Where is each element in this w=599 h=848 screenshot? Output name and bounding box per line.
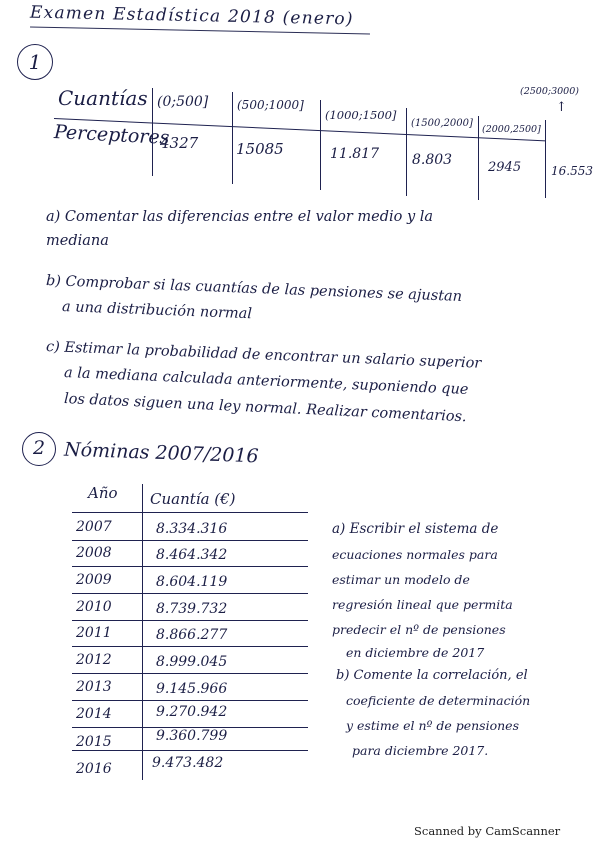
extra-value-cell: 16.553: [551, 164, 593, 178]
row-rule: [72, 750, 308, 751]
table-divider: [320, 100, 321, 190]
column-header: (2000,2500]: [482, 124, 541, 135]
question-1a-cont: mediana: [46, 233, 109, 249]
row-rule: [72, 566, 308, 567]
amount-cell: 8.334.316: [156, 521, 228, 537]
row-rule: [72, 540, 308, 541]
table-divider: [142, 484, 143, 780]
column-header: (1000;1500]: [325, 108, 397, 122]
year-cell: 2016: [76, 761, 112, 777]
year-cell: 2012: [76, 652, 112, 668]
amount-cell: 9.473.482: [152, 755, 224, 771]
section-2-number: 2: [32, 437, 46, 459]
row-rule: [72, 646, 308, 647]
table-divider: [232, 92, 233, 184]
year-cell: 2015: [76, 734, 112, 750]
year-cell: 2011: [76, 625, 112, 641]
question-2a-cont: ecuaciones normales para: [332, 547, 498, 562]
exam-title: Examen Estadística 2018 (enero): [29, 2, 354, 30]
question-2a-cont: en diciembre de 2017: [346, 645, 485, 660]
year-cell: 2009: [76, 572, 112, 588]
value-cell: 15085: [236, 140, 284, 158]
section-2-heading: Nóminas 2007/2016: [63, 438, 259, 468]
amount-cell: 8.464.342: [156, 547, 228, 563]
value-cell: 11.817: [330, 146, 379, 162]
value-cell: 2945: [488, 160, 522, 175]
amount-cell: 8.739.732: [156, 601, 228, 617]
scanner-watermark: Scanned by CamScanner: [414, 824, 561, 838]
table-divider: [545, 120, 546, 198]
question-2b-cont: coeficiente de determinación: [346, 693, 531, 708]
question-2a-cont: estimar un modelo de: [332, 572, 470, 587]
table-header-rule: [72, 512, 308, 513]
amount-cell: 9.360.799: [156, 728, 228, 744]
header-year: Año: [88, 484, 118, 502]
question-1b: b) Comprobar si las cuantías de las pensiones se ajustan: [45, 273, 463, 305]
amount-cell: 8.866.277: [156, 627, 228, 643]
row-label-perceptores: Perceptores: [53, 120, 170, 150]
amount-cell: 9.145.966: [156, 681, 228, 697]
section-1-number: 1: [28, 50, 42, 74]
year-cell: 2007: [76, 519, 112, 535]
year-cell: 2013: [76, 679, 112, 695]
table-divider: [152, 88, 153, 176]
table-divider: [478, 116, 479, 200]
row-rule: [72, 700, 308, 701]
question-2b-cont: y estime el nº de pensiones: [346, 718, 519, 733]
section-1-circle: [17, 44, 53, 80]
amount-cell: 8.999.045: [156, 654, 228, 670]
year-cell: 2008: [76, 545, 112, 561]
question-1c-cont: a la mediana calculada anteriormente, suponiendo que: [63, 365, 469, 398]
section-2-circle: [22, 432, 56, 466]
question-2a: a) Escribir el sistema de: [332, 521, 499, 537]
table-divider: [406, 108, 407, 196]
question-1c: c) Estimar la probabilidad de encontrar un salario superior: [45, 339, 482, 372]
column-header: (1500,2000]: [411, 118, 473, 129]
question-1b-cont: a una distribución normal: [61, 299, 253, 323]
extra-column-header: (2500;3000): [520, 86, 579, 97]
question-2b-cont: para diciembre 2017.: [352, 743, 489, 758]
header-amount: Cuantía (€): [150, 490, 236, 508]
row-rule: [72, 673, 308, 674]
question-2a-cont: regresión lineal que permita: [332, 597, 513, 612]
up-arrow-icon: ↑: [556, 100, 567, 115]
column-header: (0;500]: [157, 94, 209, 110]
row-rule: [72, 593, 308, 594]
year-cell: 2014: [76, 706, 112, 722]
year-cell: 2010: [76, 599, 112, 615]
row-rule: [72, 620, 308, 621]
amount-cell: 8.604.119: [156, 574, 228, 590]
value-cell: 4327: [160, 134, 199, 152]
question-2a-cont: predecir el nº de pensiones: [332, 622, 506, 637]
question-1a: a) Comentar las diferencias entre el valor medio y la: [46, 209, 434, 225]
column-header: (500;1000]: [237, 98, 304, 112]
amount-cell: 9.270.942: [156, 704, 228, 720]
question-2b: b) Comente la correlación, el: [336, 668, 528, 683]
row-label-cuantias: Cuantías: [58, 86, 148, 110]
value-cell: 8.803: [412, 152, 453, 168]
question-1c-cont: los datos siguen una ley normal. Realizar comentarios.: [63, 391, 467, 426]
